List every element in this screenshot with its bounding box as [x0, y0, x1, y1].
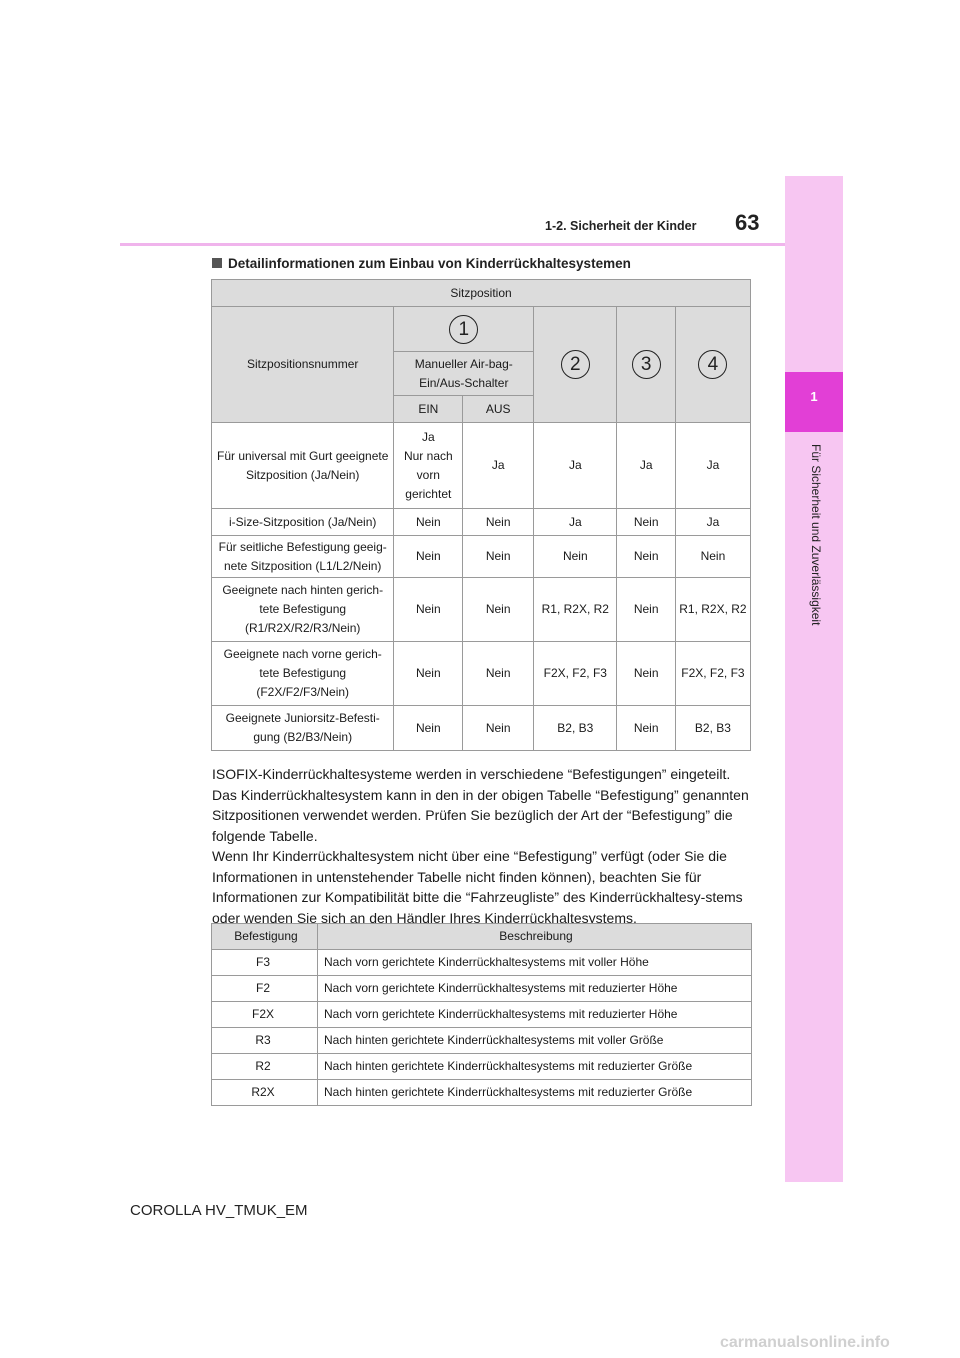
cell: Ja: [534, 423, 617, 509]
table-row: [212, 1028, 752, 1054]
header-rule: [120, 243, 785, 246]
table-row: [212, 950, 752, 976]
row-label: Geeignete nach hinten gerich-tete Befestigung (R1/R2X/R2/R3/Nein): [212, 578, 394, 642]
fixture-code: R2X: [212, 1080, 318, 1106]
fixture-table: [211, 923, 752, 1106]
seat-position-3: [617, 307, 675, 423]
cell: Nein: [617, 578, 675, 642]
circled-number-2-icon: 2: [561, 350, 590, 379]
paragraph-2: Wenn Ihr Kinderrückhaltesystem nicht über eine “Befestigung” verfügt (oder Sie die Informationen in untenstehender Tabelle nicht finden können), beachten Sie für Informationen zur Kompatibilität bitte die “Fahrzeugliste” des Kinderrückhaltesy-stems oder wenden Sie sich an den Händler Ihres Kinderrückhaltesystems.: [212, 848, 743, 926]
cell: Nein: [534, 536, 617, 578]
row-label: i-Size-Sitzposition (Ja/Nein): [212, 509, 394, 536]
fixture-code: F2: [212, 976, 318, 1002]
cell: B2, B3: [534, 706, 617, 751]
table-title: Sitzposition: [212, 280, 751, 307]
cell: Nein: [463, 536, 534, 578]
section-title: 1-2. Sicherheit der Kinder: [545, 219, 697, 233]
fixture-description: Nach vorn gerichtete Kinderrückhaltesystems mit reduzierter Höhe: [318, 976, 752, 1002]
table-row: [212, 1002, 752, 1028]
table-row: [212, 976, 752, 1002]
cell: Nein: [394, 536, 463, 578]
airbag-switch-header: Manueller Air-bag-Ein/Aus-Schalter: [394, 352, 534, 396]
heading-text: Detailinformationen zum Einbau von Kinderrückhaltesystemen: [228, 256, 631, 271]
column-header-description: Beschreibung: [318, 924, 752, 950]
cell: Nein: [394, 706, 463, 751]
fixture-description: Nach hinten gerichtete Kinderrückhaltesystems mit reduzierter Größe: [318, 1054, 752, 1080]
footer-model-code: COROLLA HV_TMUK_EM: [130, 1202, 308, 1219]
cell: Nein: [617, 642, 675, 706]
cell: F2X, F2, F3: [675, 642, 750, 706]
cell: Nein: [675, 536, 750, 578]
cell: Nein: [617, 706, 675, 751]
cell: F2X, F2, F3: [534, 642, 617, 706]
row-label: Geeignete nach vorne gerich-tete Befestigung (F2X/F2/F3/Nein): [212, 642, 394, 706]
row-label: Für universal mit Gurt geeignete Sitzposition (Ja/Nein): [212, 423, 394, 509]
table-row: [212, 1054, 752, 1080]
circled-number-1-icon: 1: [449, 315, 478, 344]
cell: Nein: [394, 578, 463, 642]
fixture-code: F2X: [212, 1002, 318, 1028]
cell: R1, R2X, R2: [675, 578, 750, 642]
fixture-description: Nach vorn gerichtete Kinderrückhaltesystems mit reduzierter Höhe: [318, 1002, 752, 1028]
table-row: [212, 706, 751, 751]
cell: Nein: [463, 509, 534, 536]
seat-position-2: [534, 307, 617, 423]
cell: Nein: [463, 706, 534, 751]
cell: [394, 423, 463, 509]
square-bullet-icon: [212, 258, 222, 268]
cell: Nein: [394, 509, 463, 536]
airbag-off-header: AUS: [463, 396, 534, 423]
watermark: carmanualsonline.info: [720, 1334, 890, 1351]
row-label: Geeignete Juniorsitz-Befesti-gung (B2/B3/Nein): [212, 706, 394, 751]
fixture-code: R3: [212, 1028, 318, 1054]
cell: Ja: [675, 423, 750, 509]
seat-position-table: [211, 279, 751, 751]
section-heading: [212, 256, 631, 271]
fixture-code: R2: [212, 1054, 318, 1080]
row-label: Für seitliche Befestigung geeig-nete Sitzposition (L1/L2/Nein): [212, 536, 394, 578]
fixture-description: Nach vorn gerichtete Kinderrückhaltesystems mit voller Höhe: [318, 950, 752, 976]
table-row: [212, 423, 751, 509]
table-row: [212, 536, 751, 578]
cell: Nein: [394, 642, 463, 706]
row-header-seat-number: Sitzpositionsnummer: [212, 307, 394, 423]
fixture-description: Nach hinten gerichtete Kinderrückhaltesystems mit reduzierter Größe: [318, 1080, 752, 1106]
paragraph-1: ISOFIX-Kinderrückhaltesysteme werden in verschiedene “Befestigungen” eingeteilt. Das Kinderrückhaltesystem kann in den in der obigen Tabelle “Befestigung” genannten Sitzpositionen verwendet werden. Prüfen Sie bezüglich der Art der “Befestigung” die folgende Tabelle.: [212, 766, 749, 844]
seat-position-4: [675, 307, 750, 423]
body-paragraph: [212, 764, 757, 928]
seat-position-1: [394, 307, 534, 352]
cell: Ja: [463, 423, 534, 509]
cell: Ja: [534, 509, 617, 536]
cell-value: Ja: [421, 429, 435, 444]
circled-number-4-icon: 4: [698, 350, 727, 379]
table-row: [212, 578, 751, 642]
cell: Nein: [617, 509, 675, 536]
chapter-title: Für Sicherheit und Zuverlässigkeit: [809, 444, 823, 626]
cell: Nein: [463, 642, 534, 706]
cell: Ja: [675, 509, 750, 536]
airbag-on-header: EIN: [394, 396, 463, 423]
fixture-description: Nach hinten gerichtete Kinderrückhaltesystems mit voller Größe: [318, 1028, 752, 1054]
page-number: 63: [735, 210, 760, 235]
cell-note: Nur nach vorn gerichtet: [403, 448, 453, 501]
cell: B2, B3: [675, 706, 750, 751]
cell: R1, R2X, R2: [534, 578, 617, 642]
cell: Nein: [463, 578, 534, 642]
column-header-fixture: Befestigung: [212, 924, 318, 950]
chapter-number: 1: [810, 389, 818, 404]
cell: Nein: [617, 536, 675, 578]
cell: Ja: [617, 423, 675, 509]
fixture-code: F3: [212, 950, 318, 976]
table-row: [212, 1080, 752, 1106]
circled-number-3-icon: 3: [632, 350, 661, 379]
table-row: [212, 509, 751, 536]
table-row: [212, 642, 751, 706]
